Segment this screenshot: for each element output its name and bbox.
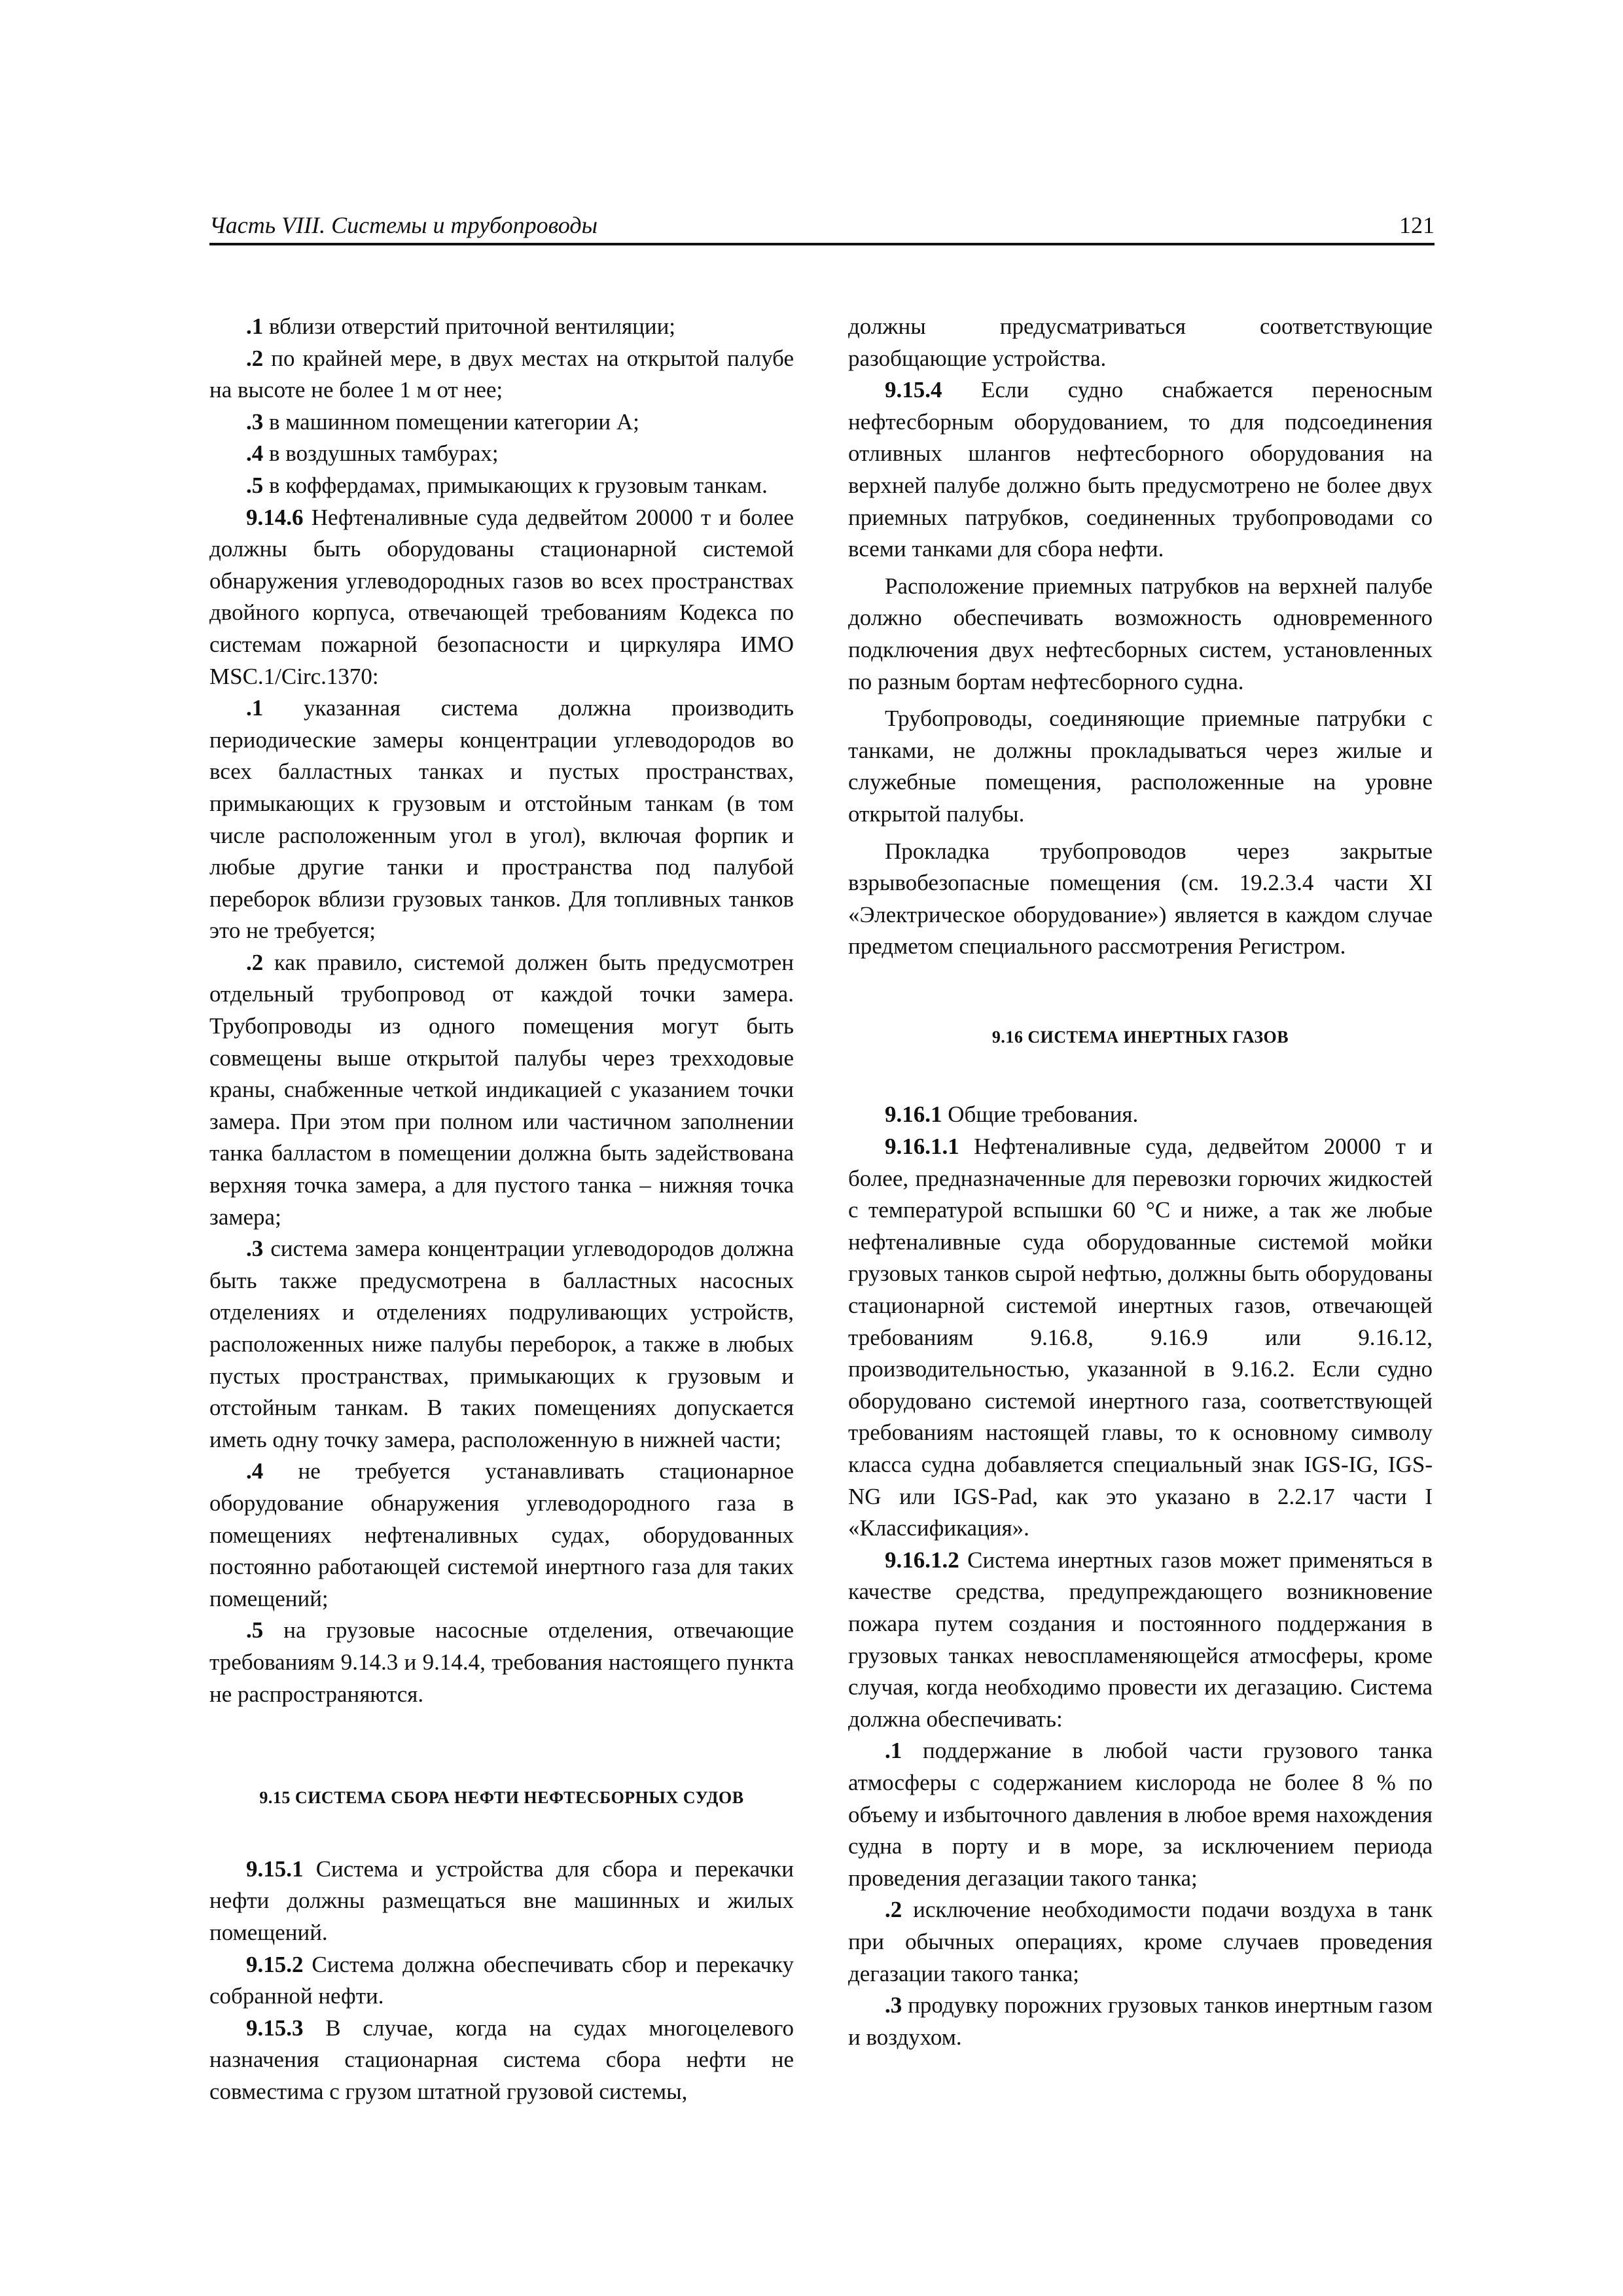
paragraph: 9.16.1.2 Система инертных газов может применяться в качестве средства, предупреждающего возникновение пожара путем создания и постоянного поддержания в грузовых танках невоспламеняющейся атмосферы, кроме случая, когда необходимо провести их дегазацию. Система должна обеспечивать: bbox=[848, 1547, 1433, 1732]
paragraph: 9.15.1 Система и устройства для сбора и перекачки нефти должны размещаться вне машинных и жилых помещений. bbox=[209, 1856, 794, 1945]
right-column bbox=[848, 311, 1433, 2053]
paragraph: .5 на грузовые насосные отделения, отвечающие требованиям 9.14.3 и 9.14.4, требования настоящего пункта не распространяются. bbox=[209, 1617, 794, 1707]
paragraph: 9.15.2 Система должна обеспечивать сбор и перекачку собранной нефти. bbox=[209, 1951, 794, 2009]
section-title-9-16: 9.16 СИСТЕМА ИНЕРТНЫХ ГАЗОВ bbox=[991, 1027, 1289, 1047]
paragraph: .2 исключение необходимости подачи воздуха в танк при обычных операциях, кроме случаев проведения дегазации такого танка; bbox=[848, 1897, 1433, 1986]
section-title-9-15: 9.15 СИСТЕМА СБОРА НЕФТИ НЕФТЕСБОРНЫХ СУДОВ bbox=[259, 1788, 744, 1808]
paragraph: .3 продувку порожних грузовых танков инертным газом и воздухом. bbox=[848, 1992, 1433, 2050]
left-column bbox=[209, 311, 794, 2108]
paragraph: Расположение приемных патрубков на верхней палубе должно обеспечивать возможность одновременного подключения двух нефтесборных систем, установленных по разным бортам нефтесборного судна. bbox=[848, 573, 1433, 694]
paragraph: .1 поддержание в любой части грузового танка атмосферы с содержанием кислорода не более 8 % по объему и избыточного давления в любое время нахождения судна в порту и в море, за исключением периода проведения дегазации такого танка; bbox=[848, 1738, 1433, 1891]
paragraph: .4 не требуется устанавливать стационарное оборудование обнаружения углеводородного газа в помещениях нефтеналивных судах, оборудованных постоянно работающей системой инертного газа для таких помещений; bbox=[209, 1458, 794, 1611]
page-number: 121 bbox=[1399, 212, 1435, 238]
header-title: Часть VIII. Системы и трубопроводы bbox=[209, 212, 597, 238]
paragraph: 9.16.1 Общие требования. bbox=[885, 1102, 1139, 1128]
paragraph: должны предусматриваться соответствующие разобщающие устройства. bbox=[848, 314, 1433, 371]
paragraph: Трубопроводы, соединяющие приемные патрубки с танками, не должны прокладываться через жилые и служебные помещения, расположенные на уровне открытой палубы. bbox=[848, 706, 1433, 827]
paragraph: .5 в коффердамах, примыкающих к грузовым танкам. bbox=[246, 472, 768, 498]
paragraph: .3 в машинном помещении категории А; bbox=[246, 408, 639, 435]
paragraph: .2 как правило, системой должен быть предусмотрен отдельный трубопровод от каждой точки замера. Трубопроводы из одного помещения могут быть совмещены выше открытой палубы через трехходовые краны, снабженные четкой индикацией с указанием точки замера. При этом при полном или частичном заполнении танка балластом в помещении должна быть задействована верхняя точка замера, а для пустого танка – нижняя точка замера; bbox=[209, 949, 794, 1230]
paragraph: Прокладка трубопроводов через закрытые взрывобезопасные помещения (см. 19.2.3.4 части XI «Электрическое оборудование») является в каждом случае предметом специального рассмотрения Регистром. bbox=[848, 838, 1433, 960]
paragraph: .4 в воздушных тамбурах; bbox=[246, 440, 499, 467]
paragraph: .2 по крайней мере, в двух местах на открытой палубе на высоте не более 1 м от нее; bbox=[209, 345, 794, 403]
paragraph: 9.14.6 Нефтеналивные суда дедвейтом 20000 т и более должны быть оборудованы стационарной системой обнаружения углеводородных газов во всех пространствах двойного корпуса, отвечающей требованиям Кодекса по системам пожарной безопасности и циркуляра ИМО MSC.1/Circ.1370: bbox=[209, 504, 794, 689]
paragraph: .3 система замера концентрации углеводородов должна быть также предусмотрена в балластных насосных отделениях и отделениях подруливающих устройств, расположенных ниже палубы переборок, а также в любых пустых пространствах, примыкающих к грузовым и отстойным танкам. В таких помещениях допускается иметь одну точку замера, расположенную в нижней части; bbox=[209, 1236, 794, 1452]
paragraph: 9.16.1.1 Нефтеналивные суда, дедвейтом 20000 т и более, предназначенные для перевозки горючих жидкостей с температурой вспышки 60 °С и ниже, а так же любые нефтеналивные суда оборудованные системой мойки грузовых танков сырой нефтью, должны быть оборудованы стационарной системой инертных газов, отвечающей требованиям 9.16.8, 9.16.9 или 9.16.12, производительностью, указанной в 9.16.2. Если судно оборудовано системой инертного газа, соответствующей требованиям настоящей главы, то к основному символу класса судна добавляется специальный знак IGS-IG, IGS-NG или IGS-Pad, как это указано в 2.2.17 части I «Классификация». bbox=[848, 1134, 1433, 1541]
running-header bbox=[209, 200, 1435, 245]
paragraph: .1 вблизи отверстий приточной вентиляции; bbox=[246, 314, 676, 339]
paragraph: .1 указанная система должна производить периодические замеры концентрации углеводородов во всех балластных танках и пустых пространствах, примыкающих к грузовым и отстойным танкам (в том числе расположенным угол в угол), включая форпик и любые другие танки и пространства под палубой переборок вблизи грузовых танков. Для топливных танков это не требуется; bbox=[209, 695, 794, 944]
paragraph: 9.15.4 Если судно снабжается переносным нефтесборным оборудованием, то для подсоединения отливных шлангов нефтесборного оборудования на верхней палубе должно быть предусмотрено не более двух приемных патрубков, соединенных трубопроводами со всеми танками для сбора нефти. bbox=[848, 377, 1433, 562]
paragraph: 9.15.3 В случае, когда на судах многоцелевого назначения стационарная система сбора нефти не совместима с грузом штатной грузовой системы, bbox=[209, 2015, 794, 2104]
